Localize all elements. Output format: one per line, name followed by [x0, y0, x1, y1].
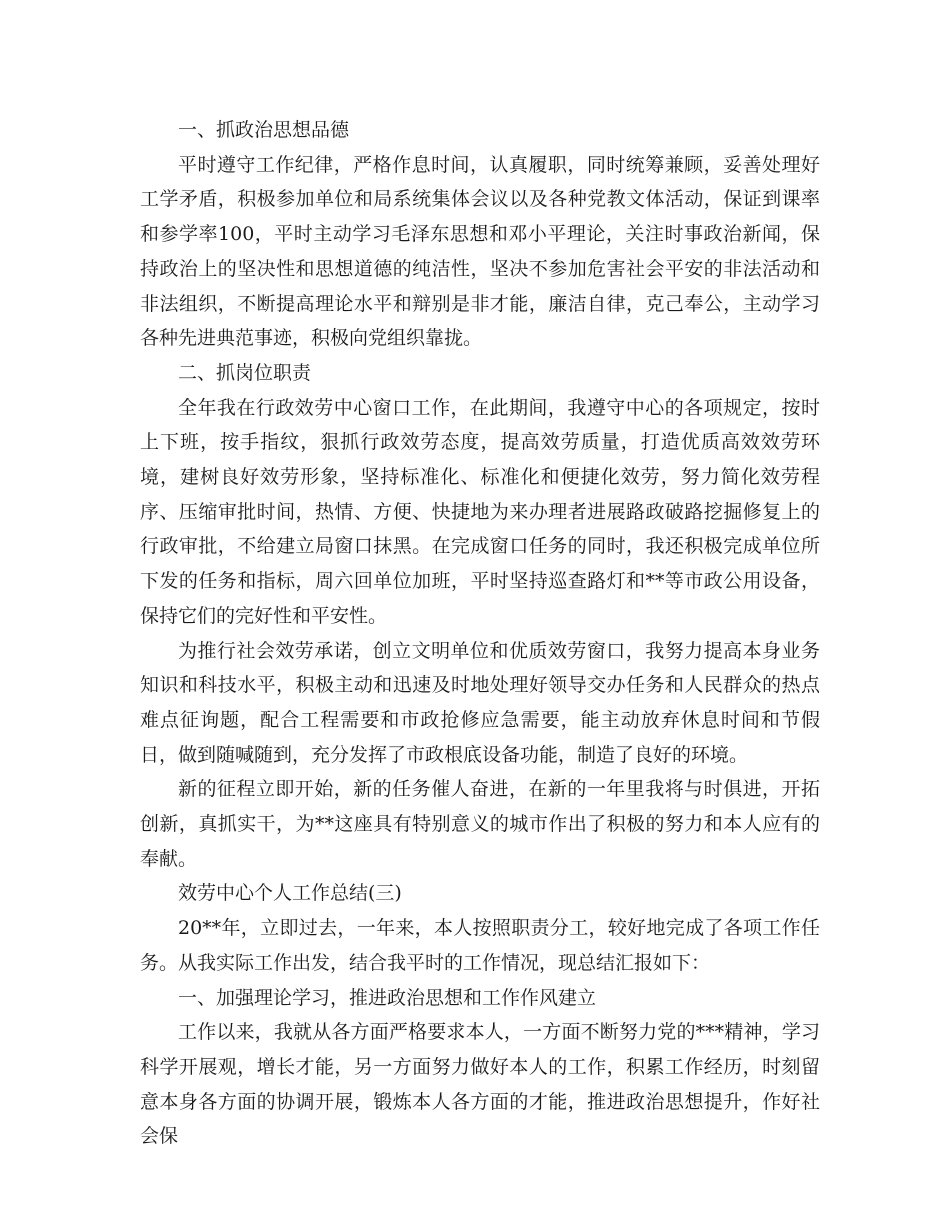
section-heading-job-duties: 二、抓岗位职责: [178, 361, 312, 384]
summary-title-three: 效劳中心个人工作总结(三): [178, 882, 402, 905]
section-heading-political-ethics: 一、抓政治思想品德: [178, 119, 350, 141]
paragraph-work-requirements: 工作以来，我就从各方面严格要求本人，一方面不断努力党的***精神，学习科学开展观，增长才能，另一方面努力做好本人的工作，积累工作经历，时刻留意本身各方面的协调开展，锻炼本人各方面的才能，推进政治思想提升，作好社会保: [140, 1021, 820, 1148]
paragraph-discipline: 平时遵守工作纪律，严格作息时间，认真履职，同时统筹兼顾，妥善处理好工学矛盾，积极参加单位和局系统集体会议以及各种党教文体活动，保证到课率和参学率100，平时主动学习毛泽东思想和邓小平理论，关注时事政治新闻，保持政治上的坚决性和思想道德的纯洁性，坚决不参加危害社会平安的非法活动和非法组织，不断提高理论水平和辩别是非才能，廉洁自律，克己奉公，主动学习各种先进典范事迹，积极向党组织靠拢。: [140, 153, 820, 350]
paragraph-new-journey: 新的征程立即开始，新的任务催人奋进，在新的一年里我将与时俱进，开拓创新，真抓实干，为**这座具有特别意义的城市作出了积极的努力和本人应有的奉献。: [140, 778, 820, 870]
section-heading-theory-study: 一、加强理论学习，推进政治思想和工作作风建立: [178, 986, 597, 1009]
document-body: [140, 113, 820, 1154]
paragraph-service-center-work: 全年我在行政效劳中心窗口工作，在此期间，我遵守中心的各项规定，按时上下班，按手指纹，狠抓行政效劳态度，提高效劳质量，打造优质高效效劳环境，建树良好效劳形象，坚持标准化、标准化和便捷化效劳，努力简化效劳程序、压缩审批时间，热情、方便、快捷地为来办理者进展路政破路挖掘修复上的行政审批，不给建立局窗口抹黑。在完成窗口任务的同时，我还积极完成单位所下发的任务和指标，周六回单位加班，平时坚持巡查路灯和**等市政公用设备，保持它们的完好性和平安性。: [140, 396, 820, 627]
paragraph-service-commitment: 为推行社会效劳承诺，创立文明单位和优质效劳窗口，我努力提高本身业务知识和科技水平，积极主动和迅速及时地处理好领导交办任务和人民群众的热点难点征询题，配合工程需要和市政抢修应急需要，能主动放弃休息时间和节假日，做到随喊随到，充分发挥了市政根底设备功能，制造了良好的环境。: [140, 639, 820, 766]
paragraph-year-intro: 20**年，立即过去，一年来，本人按照职责分工，较好地完成了各项工作任务。从我实际工作出发，结合我平时的工作情况，现总结汇报如下：: [140, 917, 820, 974]
